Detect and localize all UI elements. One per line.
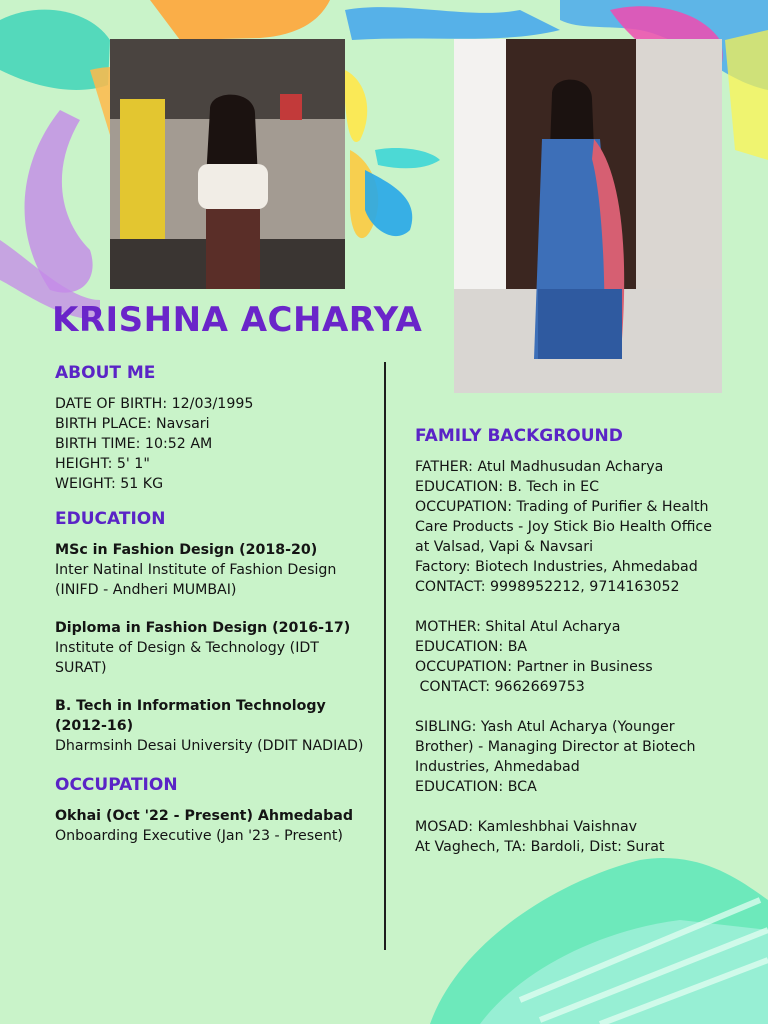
about-line: BIRTH PLACE: Navsari [55,416,210,432]
about-line: BIRTH TIME: 10:52 AM [55,436,213,452]
education-entry [55,696,367,756]
family-line: OCCUPATION: Trading of Purifier & Health Care Products - Joy Stick Bio Health Office at Valsad, Vapi & Navsari [415,499,712,555]
family-line: FATHER: Atul Madhusudan Acharya [415,459,664,475]
family-line: Factory: Biotech Industries, Ahmedabad [415,559,698,575]
profile-photo-casual [110,39,345,289]
education-entry [55,618,367,678]
mother-details [415,617,715,697]
sibling-details [415,717,715,797]
left-column [55,362,367,864]
family-line: MOTHER: Shital Atul Acharya [415,619,621,635]
family-line: OCCUPATION: Partner in Business [415,659,653,675]
education-institute: Institute of Design & Technology (IDT SURAT) [55,640,319,676]
family-line: EDUCATION: BCA [415,779,537,795]
profile-photo-traditional [454,39,722,393]
column-divider [384,362,386,950]
father-details [415,457,715,597]
education-title: EDUCATION [55,509,166,529]
about-title: ABOUT ME [55,363,156,383]
family-line: EDUCATION: B. Tech in EC [415,479,600,495]
occupation-role: Onboarding Executive (Jan '23 - Present) [55,828,343,844]
about-line: WEIGHT: 51 KG [55,476,164,492]
education-degree: MSc in Fashion Design (2018-20) [55,542,318,558]
family-line: CONTACT: 9998952212, 9714163052 [415,579,680,595]
about-line: HEIGHT: 5' 1" [55,456,150,472]
occupation-entry [55,806,367,846]
family-line: SIBLING: Yash Atul Acharya (Younger Brother) - Managing Director at Biotech Industries, Ahmedabad [415,719,696,775]
occupation-company: Okhai (Oct '22 - Present) Ahmedabad [55,808,353,824]
occupation-title: OCCUPATION [55,775,178,795]
education-institute: Inter Natinal Institute of Fashion Design (INIFD - Andheri MUMBAI) [55,562,337,598]
mosad-details [415,817,715,857]
family-line: EDUCATION: BA [415,639,528,655]
education-degree: Diploma in Fashion Design (2016-17) [55,620,351,636]
family-title: FAMILY BACKGROUND [415,426,623,446]
family-line: CONTACT: 9662669753 [415,679,585,695]
education-entry [55,540,367,600]
person-name: KRISHNA ACHARYA [52,300,423,340]
family-line: MOSAD: Kamleshbhai Vaishnav [415,819,638,835]
family-line: At Vaghech, TA: Bardoli, Dist: Surat [415,839,665,855]
education-institute: Dharmsinh Desai University (DDIT NADIAD) [55,738,364,754]
right-column [415,425,715,877]
about-line: DATE OF BIRTH: 12/03/1995 [55,396,254,412]
about-details [55,394,367,494]
education-degree: B. Tech in Information Technology (2012-16) [55,698,326,734]
